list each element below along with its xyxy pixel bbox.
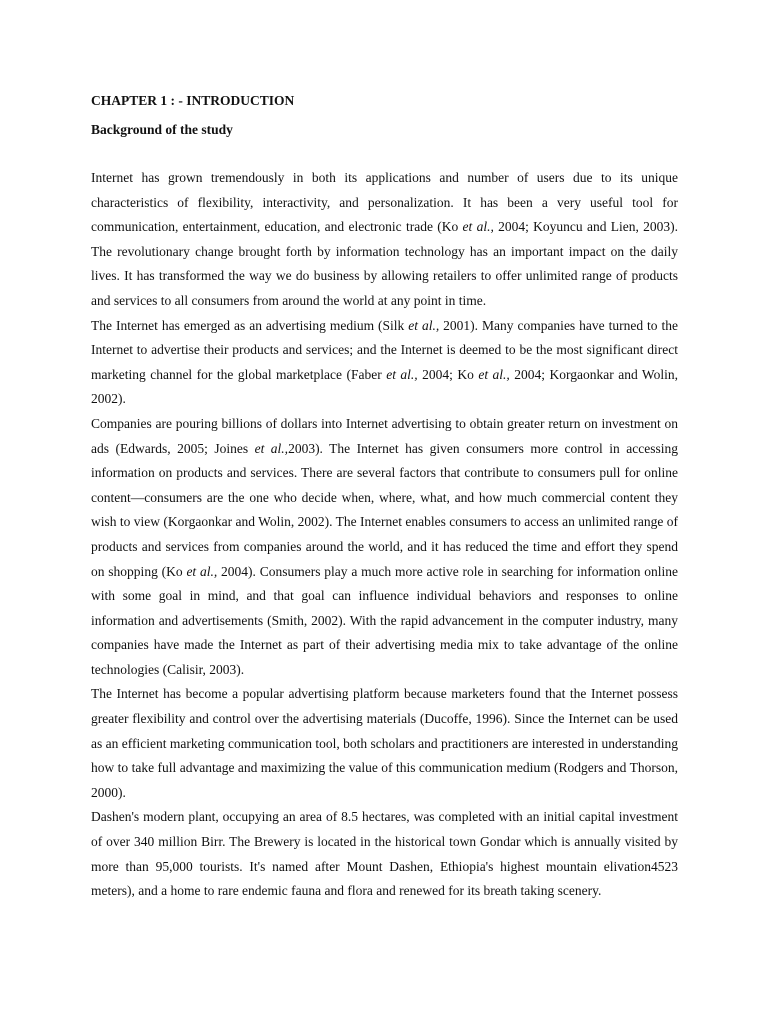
paragraph-advertising-platform: The Internet has become a popular advertising platform because marketers found that the Internet possess greater flexibility and control over the advertising materials (Ducoffe, 1996). Since the Internet can be used as an efficient marketing communication tool, both scholars and practitioners are interested in understanding how to take full advantage and maximizing the value of this communication medium (Rodgers and Thorson, 2000). bbox=[91, 686, 678, 800]
document-body bbox=[91, 92, 678, 904]
paragraph-advertising-investment: Companies are pouring billions of dollars into Internet advertising to obtain greater return on investment on ads (Edwards, 2005; Joines et al.,2003). The Internet has given consumers more control in accessing information on products and services. There are several factors that contribute to consumers pull for online content—consumers are the one who decide when, where, what, and how much commercial content they wish to view (Korgaonkar and Wolin, 2002). The Internet enables consumers to access an unlimited range of products and services from companies around the world, and it has reduced the time and effort they spend on shopping (Ko et al., 2004). Consumers play a much more active role in searching for information online with some goal in mind, and that goal can influence individual behaviors and responses to online information and advertisements (Smith, 2002). With the rapid advancement in the computer industry, many companies have made the Internet as part of their advertising media mix to take advantage of the online technologies (Calisir, 2003). bbox=[91, 415, 679, 677]
section-title: Background of the study bbox=[91, 122, 233, 137]
paragraph-dashen-plant: Dashen's modern plant, occupying an area of 8.5 hectares, was completed with an initial capital investment of over 340 million Birr. The Brewery is located in the historical town Gondar which is annually visited by more than 95,000 tourists. It's named after Mount Dashen, Ethiopia's highest mountain elivation4523 meters), and a home to rare endemic fauna and flora and renewed for its breath taking scenery. bbox=[91, 809, 678, 899]
paragraph-advertising-medium: The Internet has emerged as an advertising medium (Silk et al., 2001). Many companies have turned to the Internet to advertise their products and services; and the Internet is deemed to be the most significant direct marketing channel for the global marketplace (Faber et al., 2004; Ko et al., 2004; Korgaonkar and Wolin, 2002). bbox=[91, 317, 678, 407]
chapter-title: CHAPTER 1 : - INTRODUCTION bbox=[91, 93, 295, 108]
paragraph-internet-growth: Internet has grown tremendously in both its applications and number of users due to its unique characteristics of flexibility, interactivity, and personalization. It has been a very useful tool for communication, entertainment, education, and electronic trade (Ko et al., 2004; Koyuncu and Lien, 2003). The revolutionary change brought forth by information technology has an important impact on the daily lives. It has transformed the way we do business by allowing retailers to offer unlimited range of products and services to all consumers from around the world at any point in time. bbox=[91, 170, 679, 308]
